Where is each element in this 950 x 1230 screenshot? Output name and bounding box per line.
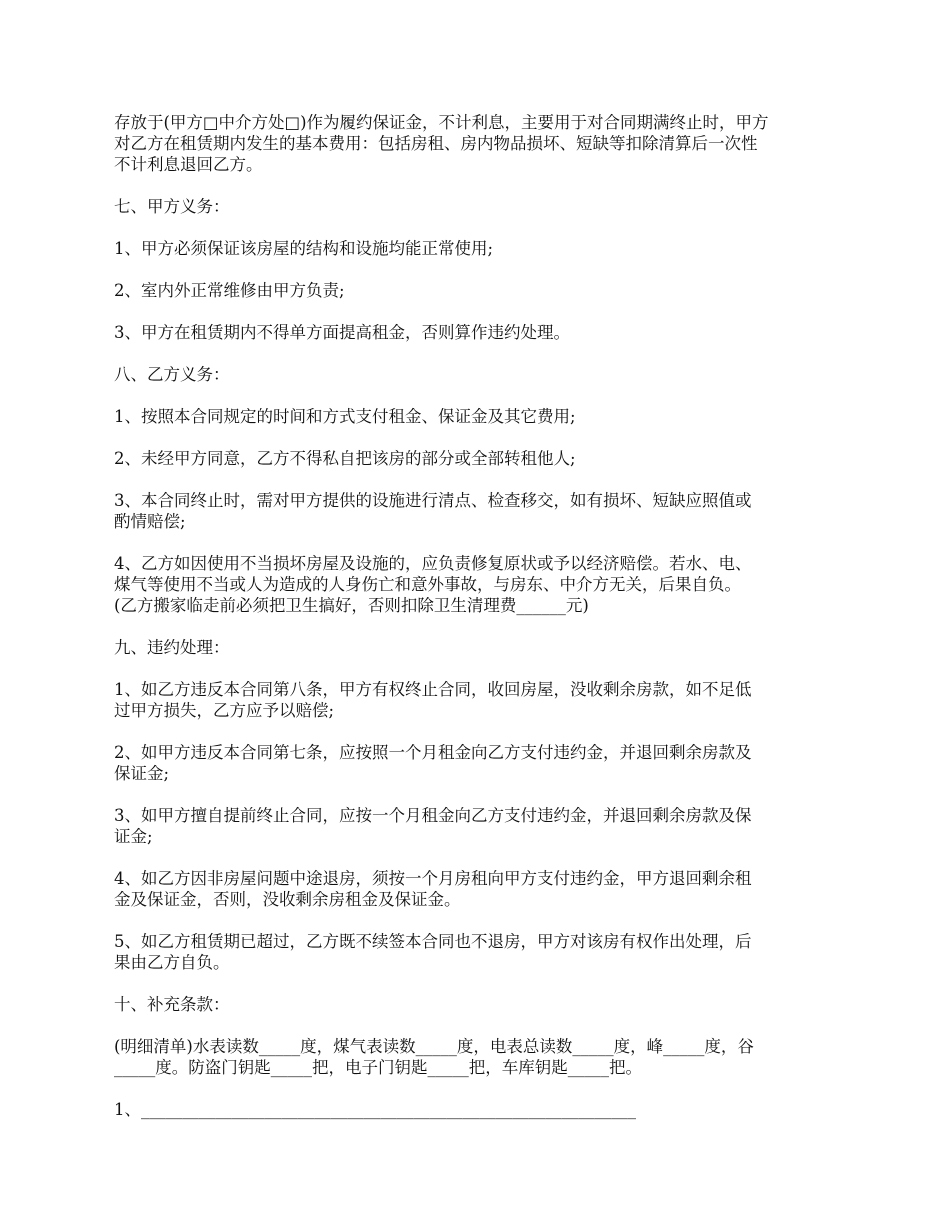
text-line: 十、补充条款：	[114, 995, 230, 1014]
document-page	[114, 112, 840, 1141]
text-line: 2、室内外正常维修由甲方负责;	[114, 281, 345, 300]
paragraph	[114, 238, 840, 259]
paragraph	[114, 868, 840, 910]
text-line: 1、____________________________________________________________	[114, 1100, 636, 1119]
paragraph	[114, 196, 840, 217]
text-line: 金及保证金，否则，没收剩余房租金及保证金。	[114, 890, 461, 909]
text-line: 煤气等使用不当或人为造成的人身伤亡和意外事故，与房东、中介方无关，后果自负。	[114, 575, 741, 594]
text-line: 酌情赔偿;	[114, 512, 186, 531]
text-line: 八、乙方义务：	[114, 365, 230, 384]
text-line: 保证金;	[114, 764, 170, 783]
paragraph	[114, 112, 840, 175]
paragraph	[114, 406, 840, 427]
text-line: 不计利息退回乙方。	[114, 155, 263, 174]
text-line: 5、如乙方租赁期已超过，乙方既不续签本合同也不退房，甲方对该房有权作出处理，后	[114, 932, 752, 951]
paragraph	[114, 805, 840, 847]
text-line: _____度。防盗门钥匙_____把，电子门钥匙_____把，车库钥匙_____把。	[114, 1058, 642, 1077]
text-line: 2、如甲方违反本合同第七条，应按照一个月租金向乙方支付违约金，并退回剩余房款及	[114, 743, 752, 762]
paragraph	[114, 1036, 840, 1078]
text-line: 1、按照本合同规定的时间和方式支付租金、保证金及其它费用;	[114, 407, 576, 426]
text-line: 果由乙方自负。	[114, 953, 230, 972]
paragraph	[114, 364, 840, 385]
text-line: 证金;	[114, 827, 153, 846]
text-line: 对乙方在租赁期内发生的基本费用：包括房租、房内物品损坏、短缺等扣除清算后一次性	[114, 134, 758, 153]
paragraph	[114, 994, 840, 1015]
paragraph	[114, 280, 840, 301]
paragraph	[114, 679, 840, 721]
text-line: 过甲方损失，乙方应予以赔偿;	[114, 701, 335, 720]
paragraph	[114, 322, 840, 343]
text-line: 1、如乙方违反本合同第八条，甲方有权终止合同，收回房屋，没收剩余房款，如不足低	[114, 680, 752, 699]
text-line: 2、未经甲方同意，乙方不得私自把该房的部分或全部转租他人;	[114, 449, 576, 468]
paragraph	[114, 553, 840, 616]
text-line: 4、如乙方因非房屋问题中途退房，须按一个月房租向甲方支付违约金，甲方退回剩余租	[114, 869, 752, 888]
text-line: 3、如甲方擅自提前终止合同，应按一个月租金向乙方支付违约金，并退回剩余房款及保	[114, 806, 752, 825]
text-line: (明细清单)水表读数_____度，煤气表读数_____度，电表总读数_____度，峰_____度，谷	[114, 1037, 754, 1056]
paragraph	[114, 637, 840, 658]
paragraph	[114, 490, 840, 532]
text-line: 九、违约处理：	[114, 638, 230, 657]
text-line: 3、甲方在租赁期内不得单方面提高租金，否则算作违约处理。	[114, 323, 570, 342]
text-line: 七、甲方义务：	[114, 197, 230, 216]
paragraph	[114, 1099, 840, 1120]
text-line: 1、甲方必须保证该房屋的结构和设施均能正常使用;	[114, 239, 494, 258]
text-line: 存放于(甲方□中介方处□)作为履约保证金，不计利息，主要用于对合同期满终止时，甲方	[114, 113, 769, 132]
text-line: 3、本合同终止时，需对甲方提供的设施进行清点、检查移交，如有损坏、短缺应照值或	[114, 491, 752, 510]
paragraph	[114, 931, 840, 973]
text-line: 4、乙方如因使用不当损坏房屋及设施的，应负责修复原状或予以经济赔偿。若水、电、	[114, 554, 752, 573]
paragraph	[114, 742, 840, 784]
document-body	[114, 112, 840, 1120]
text-line: (乙方搬家临走前必须把卫生搞好，否则扣除卫生清理费______元)	[114, 596, 589, 615]
paragraph	[114, 448, 840, 469]
